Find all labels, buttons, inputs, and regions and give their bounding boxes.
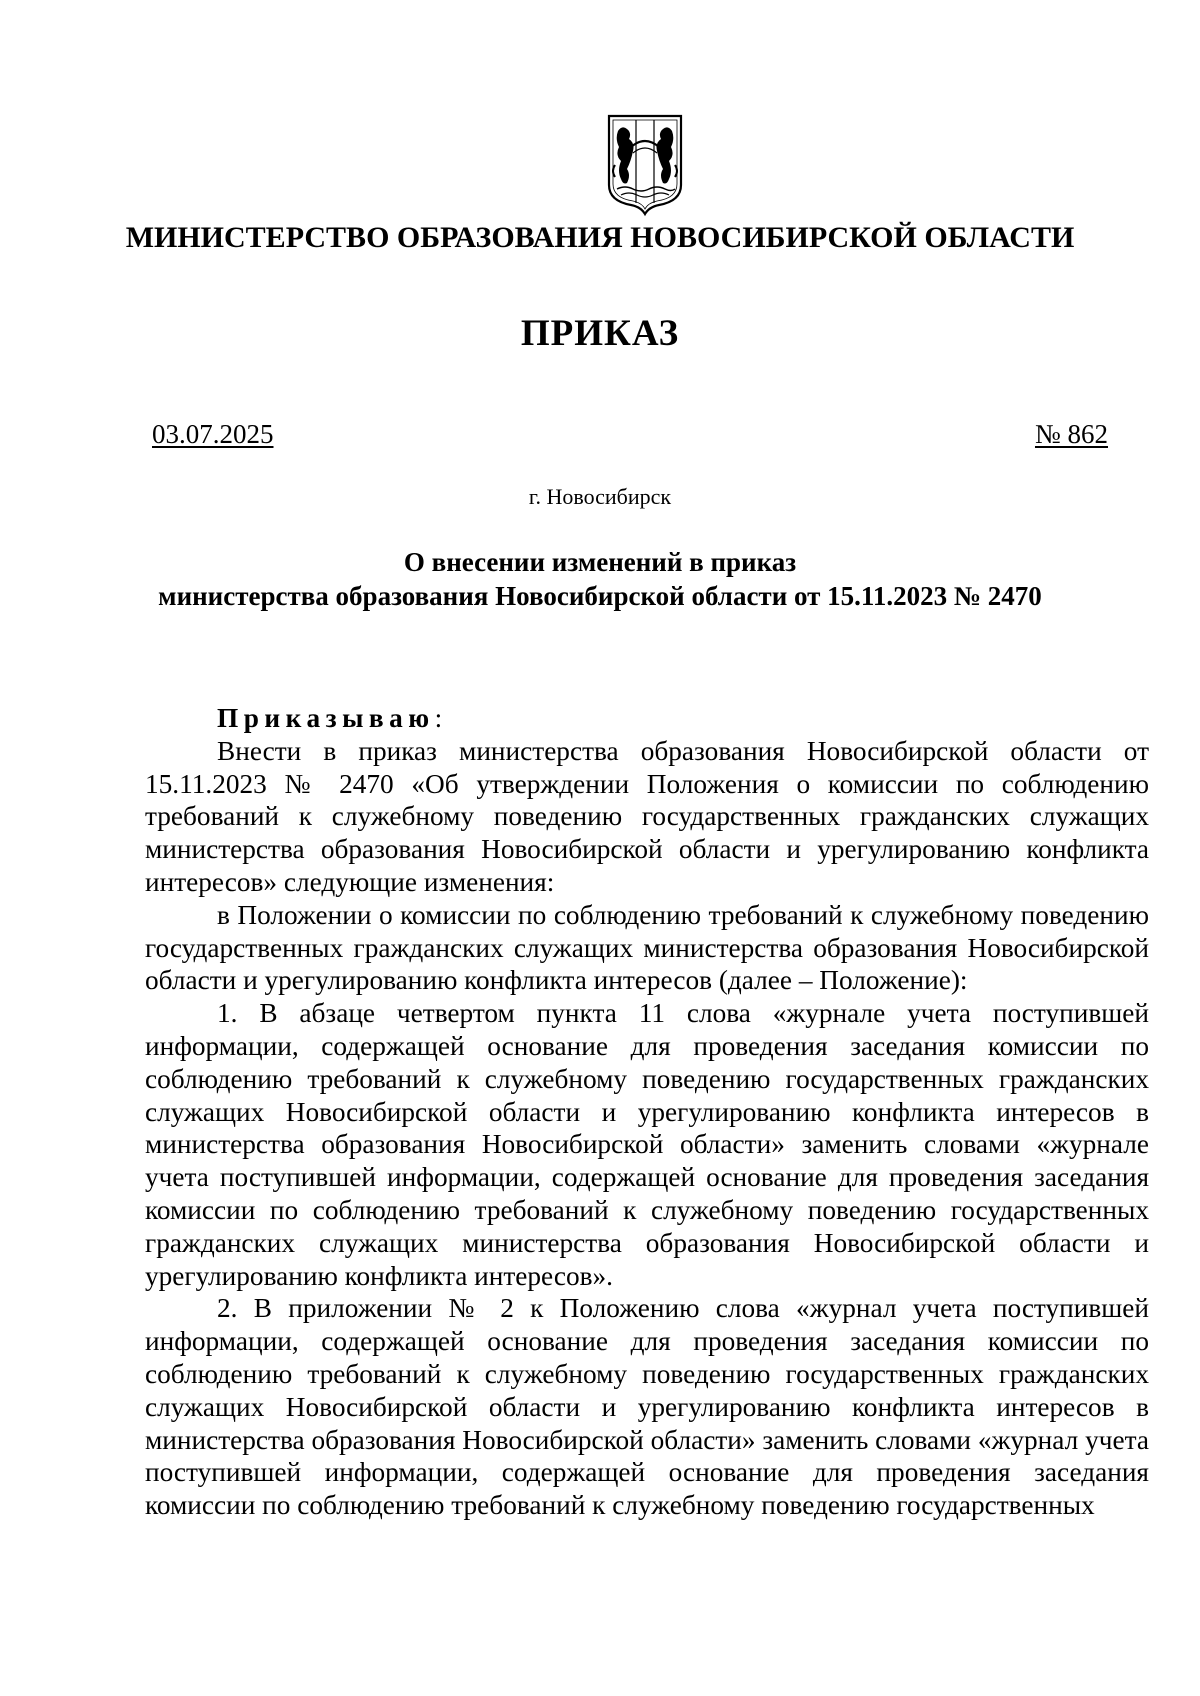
ministry-name: МИНИСТЕРСТВО ОБРАЗОВАНИЯ НОВОСИБИРСКОЙ ОБЛАСТИ xyxy=(125,221,1075,254)
order-body xyxy=(145,702,1149,1522)
order-subject xyxy=(0,545,1200,613)
coat-of-arms-emblem xyxy=(605,113,685,217)
order-word: Приказываю xyxy=(217,703,435,733)
subject-line-2: министерства образования Новосибирской области от 15.11.2023 № 2470 xyxy=(158,581,1042,611)
document-type: ПРИКАЗ xyxy=(520,313,680,354)
body-paragraph: Внести в приказ министерства образования Новосибирской области от 15.11.2023 № 2470 «Об утверждении Положения о комиссии по соблюдению требований к служебному поведению государственных гражданских служащих министерства образования Новосибирской области и урегулированию конфликта интересов» следующие изменения: xyxy=(145,735,1149,897)
body-paragraph: 1. В абзаце четвертом пункта 11 слова «журнале учета поступившей информации, содержащей основание для проведения заседания комиссии по соблюдению требований к служебному поведению государственных гражданских служащих Новосибирской области и урегулированию конфликта интересов в министерства образования Новосибирской области» заменить словами «журнале учета поступившей информации, содержащей основание для проведения заседания комиссии по соблюдению требований к служебному поведению государственных гражданских служащих министерства образования Новосибирской области и урегулированию конфликта интересов». xyxy=(145,998,1149,1291)
order-directive xyxy=(145,702,1149,735)
body-paragraph: 2. В приложении № 2 к Положению слова «журнал учета поступившей информации, содержащей основание для проведения заседания комиссии по соблюдению требований к служебному поведению государственных гражданских служащих Новосибирской области и урегулированию конфликта интересов в министерства образования Новосибирской области» заменить словами «журнал учета поступившей информации, содержащей основание для проведения заседания комиссии по соблюдению требований к служебному поведению государственных xyxy=(145,1293,1149,1521)
body-paragraph: в Положении о комиссии по соблюдению требований к служебному поведению государственных гражданских служащих министерства образования Новосибирской области и урегулированию конфликта интересов (далее – Положение): xyxy=(145,899,1149,996)
order-date: 03.07.2025 xyxy=(152,419,274,449)
city: г. Новосибирск xyxy=(528,484,672,509)
order-number: № 862 xyxy=(1034,419,1108,449)
subject-line-1: О внесении изменений в приказ xyxy=(403,547,797,577)
order-colon: : xyxy=(434,703,443,733)
